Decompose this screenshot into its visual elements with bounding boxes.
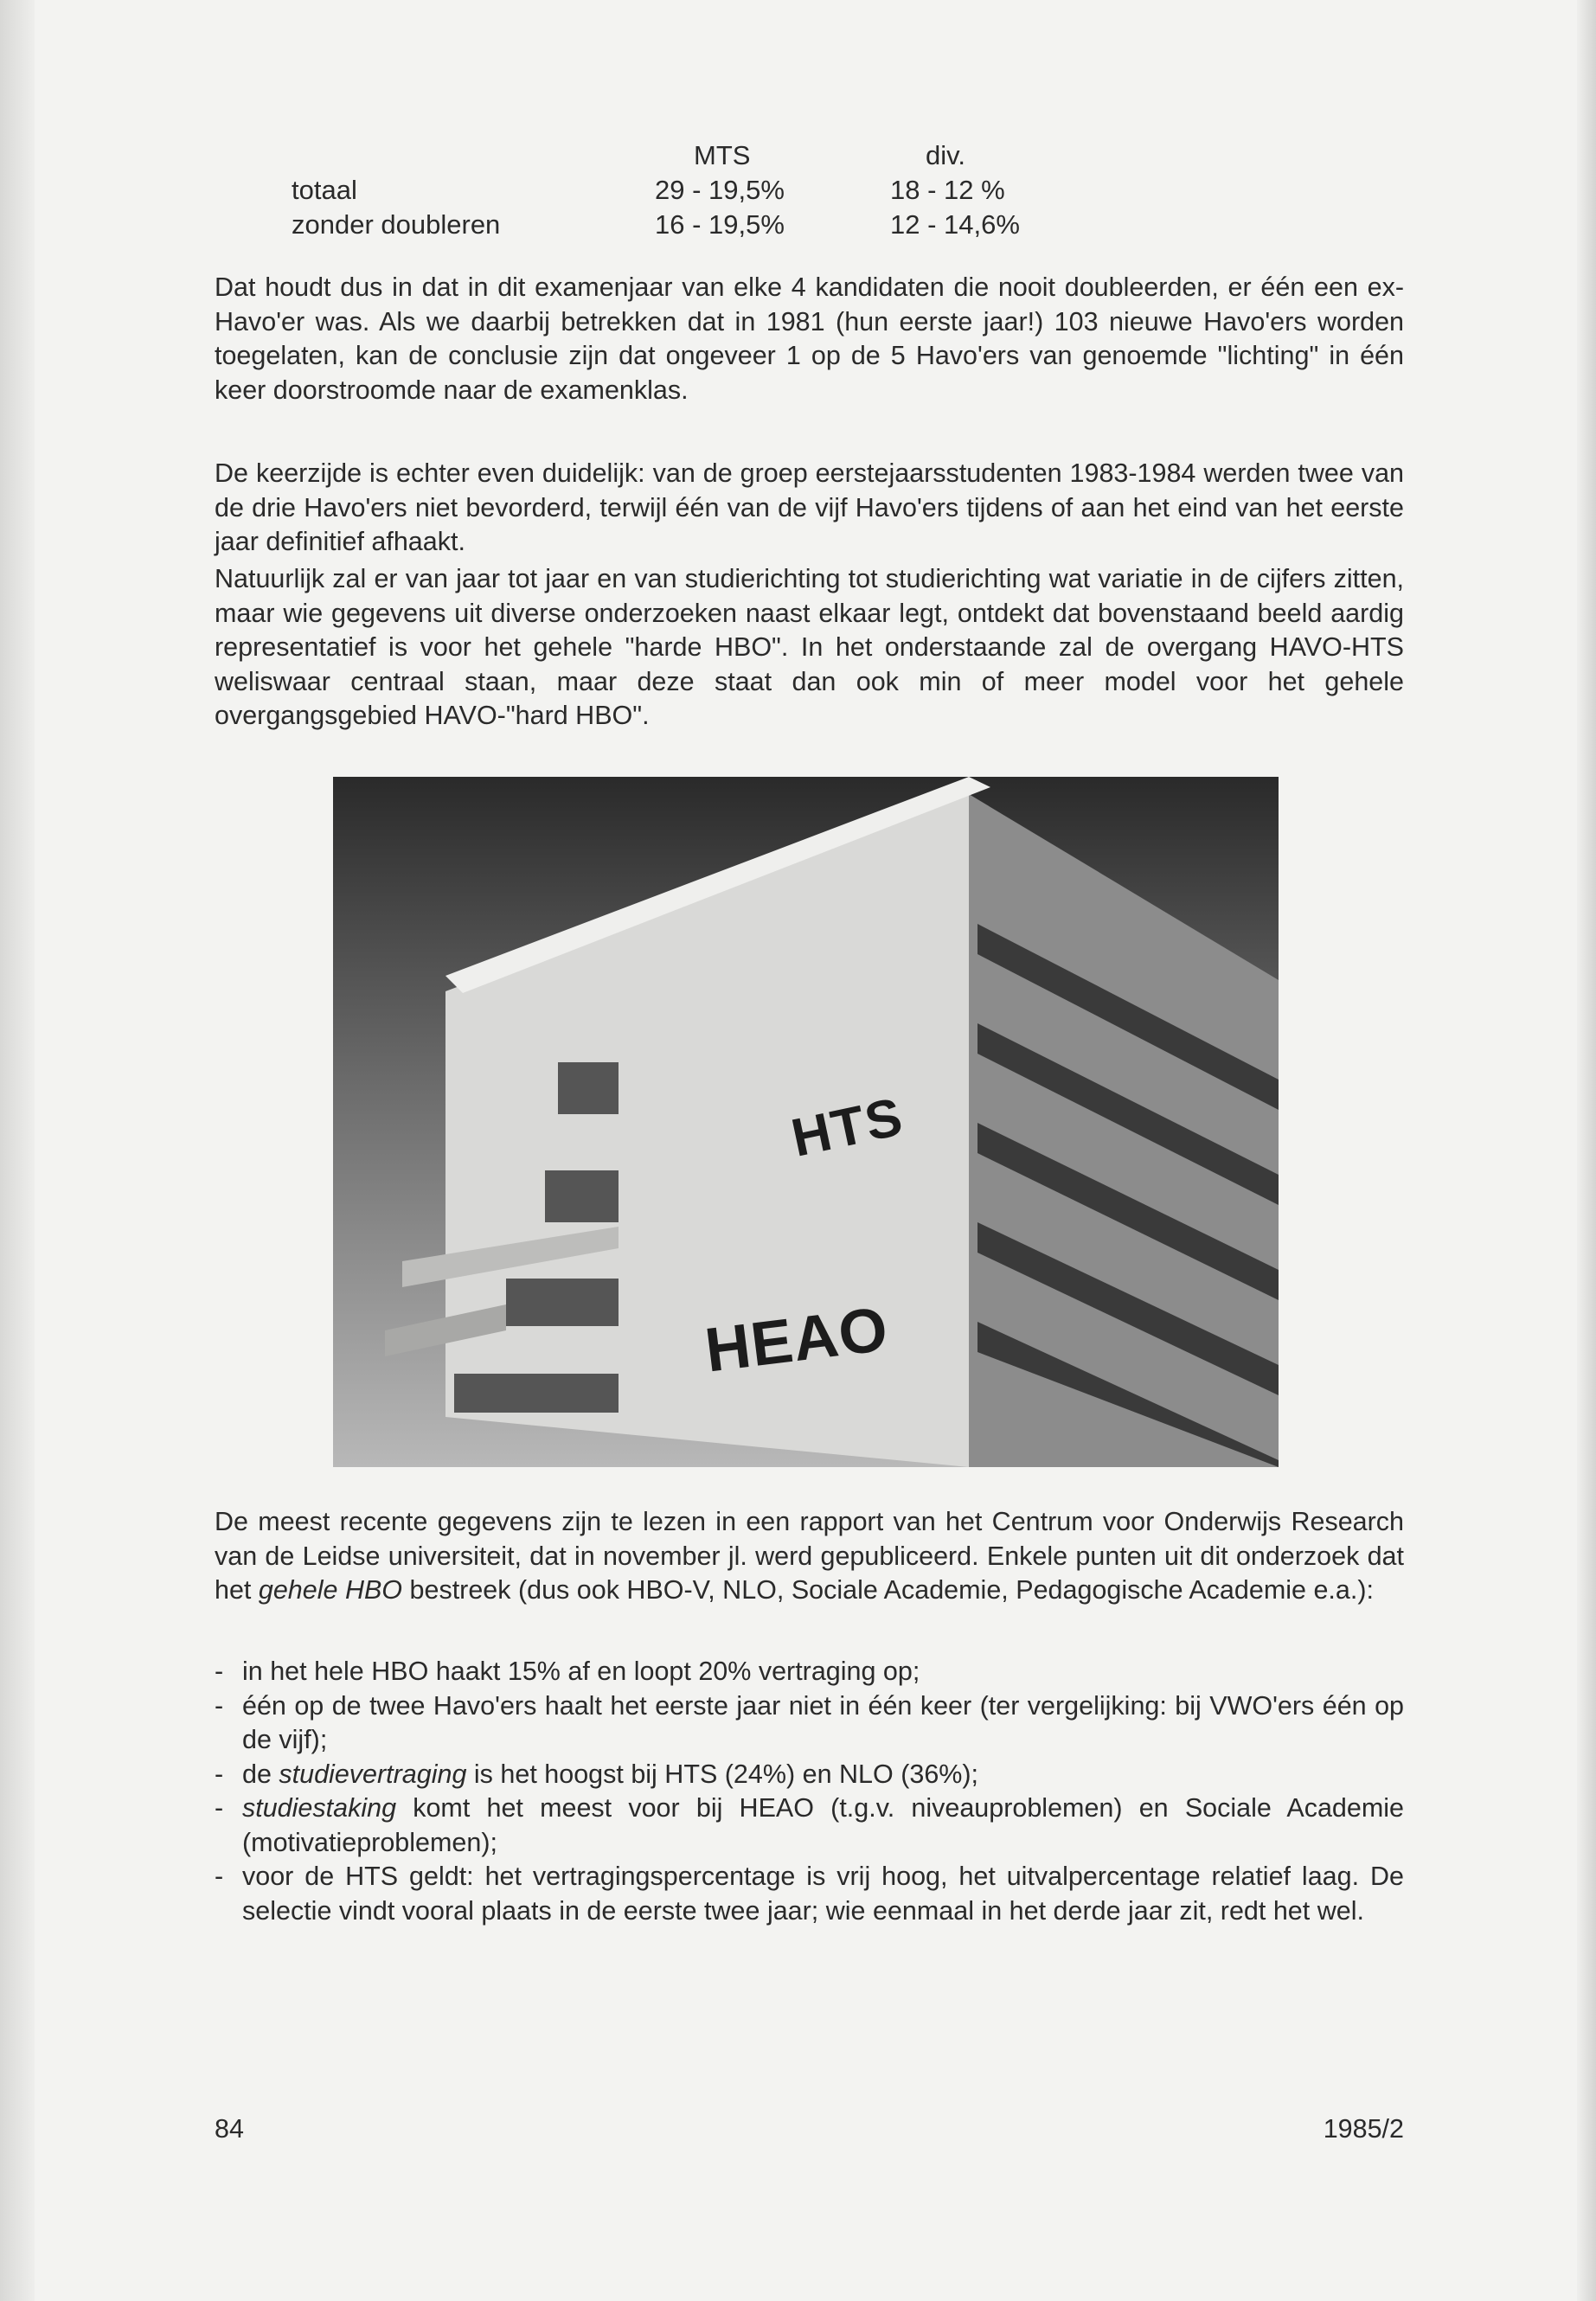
table-row xyxy=(0,208,1596,242)
scan-edge xyxy=(1577,0,1596,2301)
emphasis: gehele HBO xyxy=(258,1575,403,1605)
page-number: 84 xyxy=(215,2114,244,2144)
list-item-text: de xyxy=(242,1759,279,1789)
cell-div: 12 - 14,6% xyxy=(890,209,1020,240)
paragraph-text-part: De meest recente gegevens zijn te lezen in een rapport van het Centrum voor Onderwijs Research van de Leidse universiteit, dat in november jl. werd gepubliceerd. Enkele punten uit dit onderzoek dat het xyxy=(215,1507,1404,1605)
scan-edge xyxy=(0,0,35,2301)
column-header-div: div. xyxy=(926,140,965,170)
list-item-text: één op de twee Havo'ers haalt het eerste jaar niet in één keer (ter vergelijking: bij VWO'ers één op de vijf); xyxy=(242,1690,1404,1754)
row-label: zonder doubleren xyxy=(292,209,501,240)
paragraph xyxy=(215,457,1404,560)
list-item-text: voor de HTS geldt: het vertragingspercentage is vrij hoog, het uitvalpercentage relatief laag. De selectie vindt vooral plaats in de eerste twee jaar; wie eenmaal in het derde jaar zit, redt het wel. xyxy=(242,1862,1404,1926)
column-header-mts: MTS xyxy=(694,140,751,170)
paragraph-text xyxy=(215,1505,1404,1608)
paragraph xyxy=(215,271,1404,407)
paragraph xyxy=(215,1505,1404,1608)
table-header-row xyxy=(0,138,1596,173)
row-label: totaal xyxy=(292,175,357,205)
cell-mts: 16 - 19,5% xyxy=(655,209,785,240)
list-item-text: in het hele HBO haakt 15% af en loopt 20% vertraging op; xyxy=(242,1657,920,1686)
paragraph-text-part: bestreek (dus ook HBO-V, NLO, Sociale Academie, Pedagogische Academie e.a.): xyxy=(402,1575,1374,1605)
list-item xyxy=(215,1758,1404,1792)
cell-div: 18 - 12 % xyxy=(890,175,1005,205)
paragraph-text: Dat houdt dus in dat in dit examenjaar van elke 4 kandidaten die nooit doubleerden, er één een ex-Havo'er was. Als we daarbij betrekken dat in 1981 (hun eerste jaar!) 103 nieuwe Havo'ers worden toegelaten, kan de conclusie zijn dat ongeveer 1 op de 5 Havo'ers van genoemde "lichting" in één keer doorstroomde naar de examenklas. xyxy=(215,272,1404,405)
statistics-table xyxy=(0,138,1596,242)
table-row xyxy=(0,173,1596,208)
list-item xyxy=(215,1860,1404,1928)
list-item-text: is het hoogst bij HTS (24%) en NLO (36%); xyxy=(466,1759,979,1789)
list-item-text: komt het meest voor bij HEAO (t.g.v. niveauproblemen) en Sociale Academie (motivatieproblemen); xyxy=(242,1793,1404,1857)
cell-mts: 29 - 19,5% xyxy=(655,175,785,205)
sign-hts: HTS xyxy=(786,1086,909,1169)
paragraph-text: De keerzijde is echter even duidelijk: van de groep eerstejaarsstudenten 1983-1984 werden twee van de drie Havo'ers niet bevorderd, terwijl één van de vijf Havo'ers tijdens of aan het eind van het eerste jaar definitief afhaakt. xyxy=(215,458,1404,556)
findings-list xyxy=(215,1655,1404,1928)
list-item xyxy=(215,1791,1404,1860)
building-photo xyxy=(333,777,1279,1467)
list-item xyxy=(215,1689,1404,1758)
emphasis: studiestaking xyxy=(242,1793,397,1823)
issue-number: 1985/2 xyxy=(1323,2114,1404,2144)
paragraph xyxy=(215,562,1404,734)
emphasis: studievertraging xyxy=(279,1759,467,1789)
list-item xyxy=(215,1655,1404,1689)
paragraph-text: Natuurlijk zal er van jaar tot jaar en van studierichting tot studierichting wat variatie in de cijfers zitten, maar wie gegevens uit diverse onderzoeken naast elkaar legt, ontdekt dat bovenstaand beeld aardig representatief is voor het gehele "harde HBO". In het onderstaande zal de overgang HAVO-HTS weliswaar centraal staan, maar deze staat dan ook min of meer model voor het gehele overgangsgebied HAVO-"hard HBO". xyxy=(215,564,1404,730)
sign-heao: HEAO xyxy=(701,1294,893,1386)
